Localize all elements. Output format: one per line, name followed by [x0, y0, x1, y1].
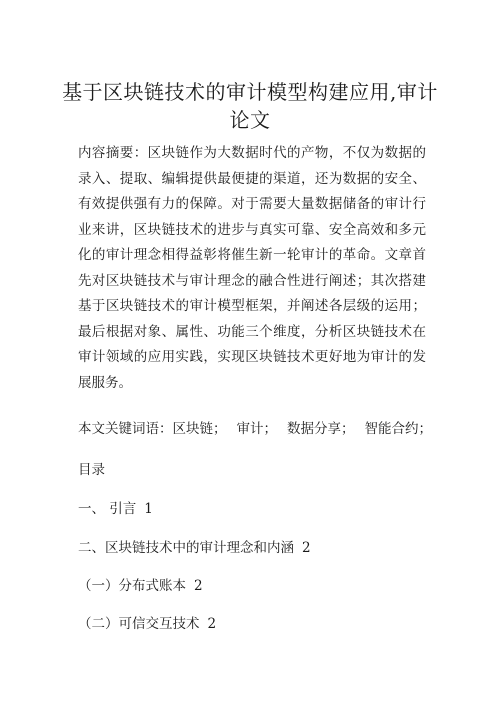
- keyword: 区块链；: [172, 421, 227, 437]
- toc-page-number: 2: [194, 578, 203, 594]
- toc-page-number: 1: [144, 501, 153, 517]
- toc-item[interactable]: [78, 498, 153, 520]
- title-line-1: 基于区块链技术的审计模型构建应用,审计: [62, 80, 438, 104]
- keyword: 数据分享；: [287, 421, 355, 437]
- title-line-2: 论文: [229, 108, 271, 132]
- toc-item[interactable]: [78, 575, 203, 597]
- keywords-line: [78, 418, 438, 440]
- toc-item-label: （二）可信交互技术: [78, 616, 200, 632]
- keyword: 审计；: [236, 421, 277, 437]
- toc-item[interactable]: [78, 537, 311, 559]
- abstract-paragraph: 内容摘要：区块链作为大数据时代的产物，不仅为数据的录入、提取、编辑提供最便捷的渠道，还为数据的安全、有效提供强有力的保障。对于需要大量数据储备的审计行业来讲，区块链技术的进步与真实可靠、安全高效和多元化的审计理念相得益彰将催生新一轮审计的革命。文章首先对区块链技术与审计理念的融合性进行阐述；其次搭建基于区块链技术的审计模型框架，并阐述各层级的运用；最后根据对象、属性、功能三个维度，分析区块链技术在审计领域的应用实践，实现区块链技术更好地为审计的发展服务。: [78, 145, 426, 391]
- toc-page-number: 2: [302, 540, 311, 556]
- toc-item[interactable]: [78, 613, 216, 635]
- toc-page-number: 2: [207, 616, 217, 632]
- toc-item-label: 二、区块链技术中的审计理念和内涵: [78, 540, 294, 556]
- toc-heading: 目录: [78, 462, 105, 478]
- toc-item-label: （一）分布式账本: [78, 578, 186, 594]
- keywords-label: 本文关键词语：: [78, 421, 173, 437]
- keyword: 智能合约；: [364, 421, 432, 437]
- toc-item-label: 一、 引言: [78, 501, 137, 517]
- document-title: [60, 78, 440, 134]
